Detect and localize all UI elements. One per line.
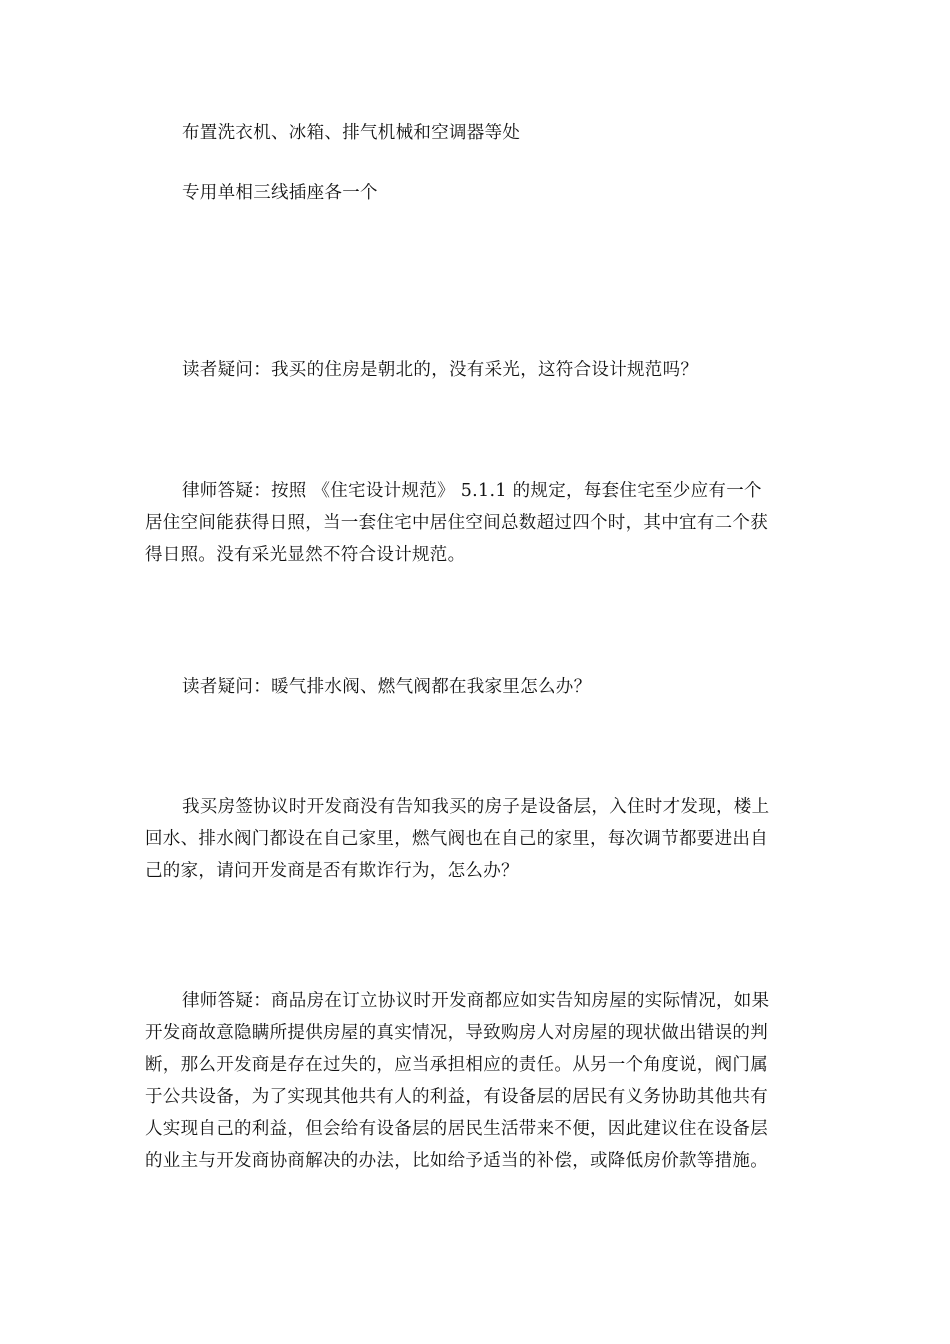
answer-1-line: 居住空间能获得日照，当一套住宅中居住空间总数超过四个时，其中宜有二个获	[145, 513, 768, 533]
answer-1-line: 律师答疑：按照 《住宅设计规范》 5.1.1 的规定，每套住宅至少应有一个	[182, 481, 762, 501]
lawyer-answer-2	[145, 985, 815, 1177]
reader-question-1: 读者疑问：我买的住房是朝北的，没有采光，这符合设计规范吗？	[182, 360, 699, 380]
answer-2-line: 的业主与开发商协商解决的办法，比如给予适当的补偿，或降低房价款等措施。	[145, 1151, 768, 1171]
detail-line: 己的家，请问开发商是否有欺诈行为，怎么办？	[145, 861, 519, 881]
answer-2-line: 断，那么开发商是存在过失的，应当承担相应的责任。从另一个角度说，阀门属	[145, 1055, 768, 1075]
answer-2-line: 律师答疑：商品房在订立协议时开发商都应如实告知房屋的实际情况，如果	[182, 991, 770, 1011]
lawyer-answer-1	[145, 475, 815, 571]
socket-count-text: 专用单相三线插座各一个	[182, 183, 378, 203]
appliance-socket-text: 布置洗衣机、冰箱、排气机械和空调器等处	[182, 123, 521, 143]
answer-2-line: 人实现自己的利益，但会给有设备层的居民生活带来不便，因此建议住在设备层	[145, 1119, 768, 1139]
detail-line: 回水、排水阀门都设在自己家里，燃气阀也在自己的家里，每次调节都要进出自	[145, 829, 768, 849]
question-2-detail	[145, 791, 815, 887]
answer-2-line: 于公共设备，为了实现其他共有人的利益，有设备层的居民有义务协助其他共有	[145, 1087, 768, 1107]
reader-question-2: 读者疑问：暖气排水阀、燃气阀都在我家里怎么办？	[182, 677, 592, 697]
detail-line: 我买房签协议时开发商没有告知我买的房子是设备层，入住时才发现，楼上	[182, 797, 770, 817]
answer-2-line: 开发商故意隐瞒所提供房屋的真实情况，导致购房人对房屋的现状做出错误的判	[145, 1023, 768, 1043]
answer-1-line: 得日照。没有采光显然不符合设计规范。	[145, 545, 466, 565]
